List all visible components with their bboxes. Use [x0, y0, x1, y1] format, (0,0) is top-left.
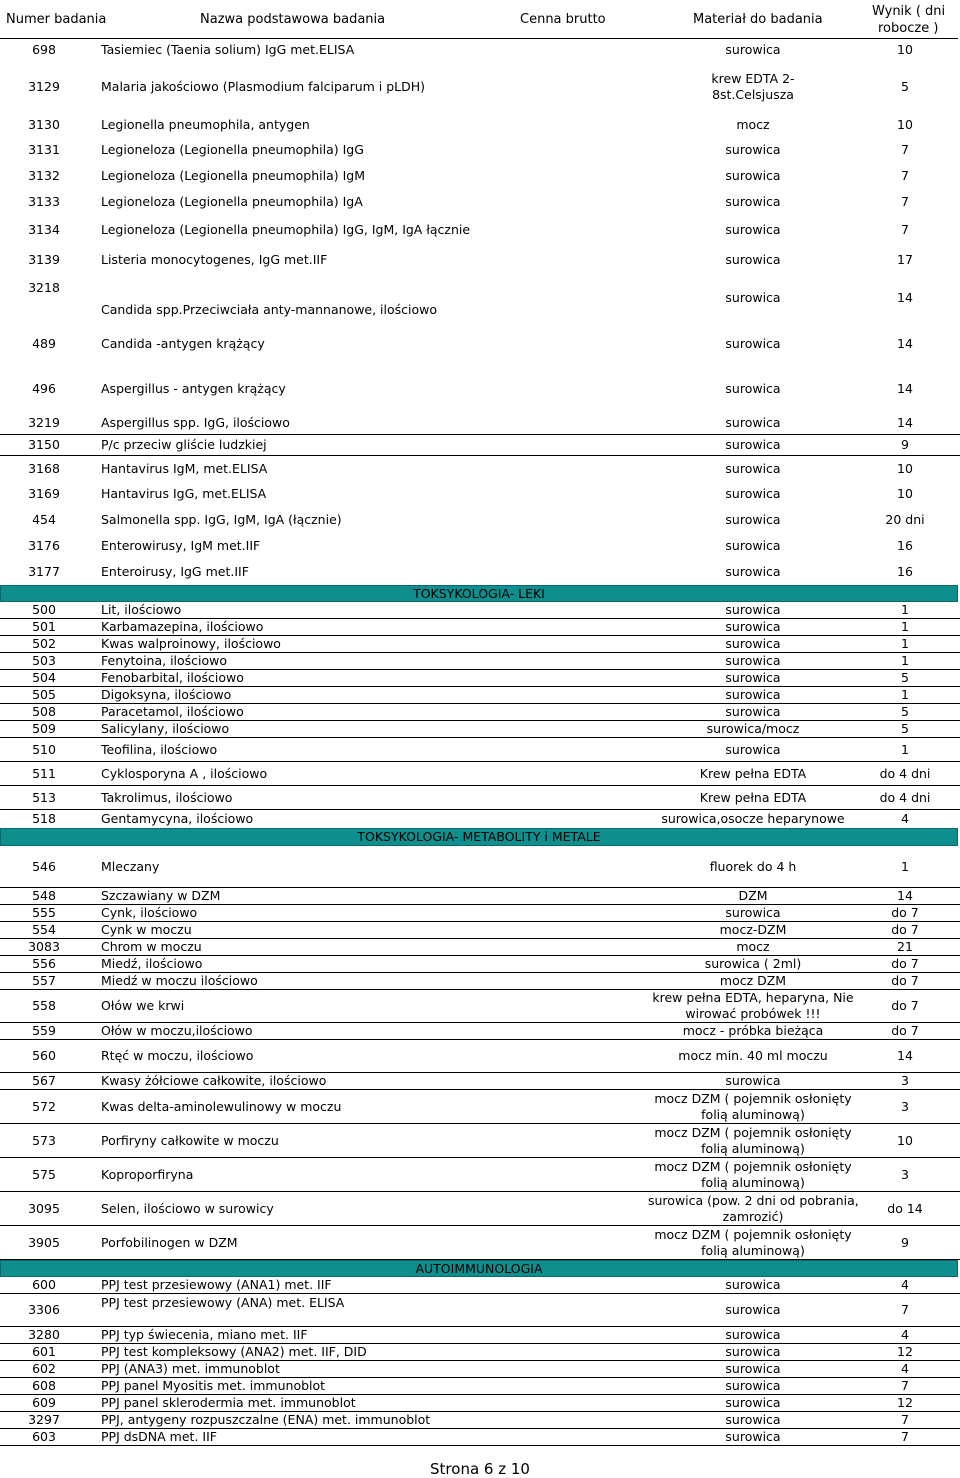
table-row: [0, 762, 960, 786]
table-row: [0, 39, 960, 61]
table-row: [0, 905, 960, 922]
test-name: PPJ test przesiewowy (ANA) met. ELISA: [101, 1295, 345, 1310]
result-days: 7: [901, 168, 909, 183]
table-row: [0, 888, 960, 905]
test-name: Legionella pneumophila, antygen: [101, 117, 310, 132]
sample-material: mocz DZM ( pojemnik osłonięty: [654, 1091, 852, 1106]
result-days: 4: [901, 1277, 909, 1292]
result-days: 14: [897, 381, 913, 396]
test-number: 609: [32, 1395, 56, 1410]
table-row: [0, 113, 960, 137]
result-days: 1: [901, 602, 909, 617]
result-days: 1: [901, 636, 909, 651]
test-name: Szczawiany w DZM: [101, 888, 221, 903]
table-row: [0, 559, 960, 585]
table-row: [0, 456, 960, 481]
sample-material: surowica: [725, 636, 781, 651]
table-row: [0, 1073, 960, 1090]
sample-material: surowica: [725, 1429, 781, 1444]
sample-material: surowica: [725, 381, 781, 396]
sample-material: surowica: [725, 512, 781, 527]
sample-material: surowica: [725, 290, 781, 305]
table-row: [0, 1192, 960, 1226]
test-name: Kwas delta-aminolewulinowy w moczu: [101, 1099, 342, 1114]
header-col-result-line1: Wynik ( dni: [872, 4, 946, 19]
table-row: [0, 1412, 960, 1429]
table-row: [0, 939, 960, 956]
sample-material: surowica: [725, 142, 781, 157]
sample-material: surowica: [725, 602, 781, 617]
result-days: 1: [901, 687, 909, 702]
test-name: Koproporfiryna: [101, 1167, 194, 1182]
sample-material: DZM: [738, 888, 768, 903]
test-name: Miedź, ilościowo: [101, 956, 203, 971]
header-col-material: Materiał do badania: [693, 12, 823, 27]
sample-material: mocz DZM ( pojemnik osłonięty: [654, 1227, 852, 1242]
test-name: Aspergillus - antygen krążący: [101, 381, 286, 396]
test-number: 575: [32, 1167, 56, 1182]
table-row: [0, 956, 960, 973]
test-number: 601: [32, 1344, 56, 1359]
sample-material: surowica: [725, 1302, 781, 1317]
result-days: do 4 dni: [879, 790, 931, 805]
sample-material-line2: folią aluminową): [701, 1243, 805, 1258]
result-days: 21: [897, 939, 913, 954]
test-number: 556: [32, 956, 56, 971]
table-row: [0, 1226, 960, 1260]
table-row: [0, 61, 960, 113]
sample-material: krew EDTA 2-: [711, 71, 795, 86]
test-number: 3905: [28, 1235, 60, 1250]
test-name: P/c przeciw gliście ludzkiej: [101, 437, 267, 452]
test-number: 513: [32, 790, 56, 805]
sample-material-line2: wirować probówek !!!: [685, 1006, 821, 1021]
test-number: 608: [32, 1378, 56, 1393]
result-days: 3: [901, 1167, 909, 1182]
test-number: 3219: [28, 415, 60, 430]
result-days: 7: [901, 1412, 909, 1427]
sample-material: mocz-DZM: [719, 922, 787, 937]
test-name: PPJ typ świecenia, miano met. IIF: [101, 1327, 308, 1342]
test-name: Karbamazepina, ilościowo: [101, 619, 264, 634]
test-number: 508: [32, 704, 56, 719]
table-body: [0, 39, 960, 1446]
test-name: PPJ, antygeny rozpuszczalne (ENA) met. immunoblot: [101, 1412, 431, 1427]
sample-material: surowica: [725, 252, 781, 267]
section-header: TOKSYKOLOGIA- METABOLITY i METALE: [0, 828, 958, 846]
result-days: 10: [897, 117, 913, 132]
sample-material: surowica ( 2ml): [704, 956, 802, 971]
test-name: Cyklosporyna A , ilościowo: [101, 766, 268, 781]
test-number: 3134: [28, 222, 60, 237]
sample-material: surowica: [725, 1073, 781, 1088]
sample-material-line2: folią aluminową): [701, 1175, 805, 1190]
test-number: 548: [32, 888, 56, 903]
sample-material: surowica: [725, 538, 781, 553]
header-col-number: Numer badania: [6, 12, 107, 27]
test-number: 3177: [28, 564, 60, 579]
result-days: 12: [897, 1395, 913, 1410]
result-days: 3: [901, 1099, 909, 1114]
test-name: Porfobilinogen w DZM: [101, 1235, 238, 1250]
test-name: PPJ (ANA3) met. immunoblot: [101, 1361, 280, 1376]
test-name: Enterowirusy, IgM met.IIF: [101, 538, 261, 553]
table-row: [0, 721, 960, 738]
result-days: do 4 dni: [879, 766, 931, 781]
sample-material: surowica: [725, 1395, 781, 1410]
table-row: [0, 619, 960, 636]
test-number: 3176: [28, 538, 60, 553]
test-name: Fenytoina, ilościowo: [101, 653, 228, 668]
sample-material: mocz - próbka bieżąca: [682, 1023, 824, 1038]
table-row: [0, 670, 960, 687]
header-col-name: Nazwa podstawowa badania: [200, 12, 386, 27]
test-name: PPJ panel sklerodermia met. immunoblot: [101, 1395, 356, 1410]
test-name: Mleczany: [101, 859, 160, 874]
result-days: 5: [901, 721, 909, 736]
test-number: 559: [32, 1023, 56, 1038]
result-days: 16: [897, 538, 913, 553]
table-row: [0, 1158, 960, 1192]
sample-material: surowica: [725, 742, 781, 757]
test-number: 3131: [28, 142, 60, 157]
result-days: 7: [901, 142, 909, 157]
test-number: 510: [32, 742, 56, 757]
sample-material: surowica: [725, 905, 781, 920]
test-name: Legioneloza (Legionella pneumophila) IgA: [101, 194, 363, 209]
sample-material: mocz min. 40 ml moczu: [678, 1048, 828, 1063]
table-row: [0, 1344, 960, 1361]
result-days: 5: [901, 704, 909, 719]
table-row: [0, 687, 960, 704]
table-row: [0, 533, 960, 559]
table-row: [0, 1040, 960, 1073]
test-name: Candida spp.Przeciwciała anty-mannanowe, ilościowo: [101, 302, 438, 317]
test-name: Legioneloza (Legionella pneumophila) IgM: [101, 168, 365, 183]
result-days: 14: [897, 888, 913, 903]
test-name: Kwas walproinowy, ilościowo: [101, 636, 281, 651]
table-row: [0, 163, 960, 189]
test-number: 572: [32, 1099, 56, 1114]
test-name: Tasiemiec (Taenia solium) IgG met.ELISA: [101, 42, 355, 57]
test-number: 3168: [28, 461, 60, 476]
result-days: 14: [897, 1048, 913, 1063]
result-days: 4: [901, 1361, 909, 1376]
table-row: [0, 1277, 960, 1294]
sample-material-line2: folią aluminową): [701, 1107, 805, 1122]
test-number: 496: [32, 381, 56, 396]
test-number: 573: [32, 1133, 56, 1148]
result-days: 10: [897, 42, 913, 57]
sample-material: surowica: [725, 564, 781, 579]
test-number: 3150: [28, 437, 60, 452]
result-days: 1: [901, 859, 909, 874]
sample-material: surowica,osocze heparynowe: [661, 811, 845, 826]
table-row: [0, 189, 960, 215]
test-name: Listeria monocytogenes, IgG met.IIF: [101, 252, 328, 267]
result-days: 4: [901, 1327, 909, 1342]
test-number: 3139: [28, 252, 60, 267]
table-row: [0, 1023, 960, 1040]
test-number: 3280: [28, 1327, 60, 1342]
table-row: [0, 481, 960, 507]
test-number: 3130: [28, 117, 60, 132]
result-days: 5: [901, 79, 909, 94]
result-days: 14: [897, 290, 913, 305]
test-number: 454: [32, 512, 56, 527]
sample-material: surowica/mocz: [706, 721, 800, 736]
test-name: Cynk w moczu: [101, 922, 192, 937]
test-number: 567: [32, 1073, 56, 1088]
test-name: Porfiryny całkowite w moczu: [101, 1133, 279, 1148]
test-name: Kwasy żółciowe całkowite, ilościowo: [101, 1073, 327, 1088]
result-days: 12: [897, 1344, 913, 1359]
test-number: 502: [32, 636, 56, 651]
table-row: [0, 1361, 960, 1378]
test-name: Salicylany, ilościowo: [101, 721, 230, 736]
result-days: 16: [897, 564, 913, 579]
result-days: 5: [901, 670, 909, 685]
test-number: 504: [32, 670, 56, 685]
result-days: do 7: [891, 998, 919, 1013]
sample-material: surowica: [725, 1361, 781, 1376]
test-number: 3297: [28, 1412, 60, 1427]
test-name: PPJ panel Myositis met. immunoblot: [101, 1378, 326, 1393]
test-number: 511: [32, 766, 56, 781]
sample-material: surowica: [725, 486, 781, 501]
table-row: [0, 1294, 960, 1327]
sample-material-line2: folią aluminową): [701, 1141, 805, 1156]
sample-material: mocz DZM: [719, 973, 787, 988]
test-number: 554: [32, 922, 56, 937]
sample-material: surowica: [725, 194, 781, 209]
sample-material: surowica: [725, 1344, 781, 1359]
sample-material: surowica: [725, 168, 781, 183]
test-name: Digoksyna, ilościowo: [101, 687, 232, 702]
test-number: 3132: [28, 168, 60, 183]
result-days: 20 dni: [885, 512, 925, 527]
test-name: Hantavirus IgM, met.ELISA: [101, 461, 268, 476]
test-number: 557: [32, 973, 56, 988]
table-row: [0, 846, 960, 888]
sample-material: surowica: [725, 42, 781, 57]
section-header: AUTOIMMUNOLOGIA: [0, 1260, 958, 1277]
sample-material: mocz DZM ( pojemnik osłonięty: [654, 1159, 852, 1174]
sample-material: mocz DZM ( pojemnik osłonięty: [654, 1125, 852, 1140]
header-col-price: Cenna brutto: [520, 12, 606, 27]
test-number: 3095: [28, 1201, 60, 1216]
sample-material: surowica: [725, 1378, 781, 1393]
test-name: Selen, ilościowo w surowicy: [101, 1201, 274, 1216]
test-number: 509: [32, 721, 56, 736]
table-row: [0, 922, 960, 939]
test-name: Cynk, ilościowo: [101, 905, 198, 920]
result-days: 10: [897, 461, 913, 476]
test-number: 500: [32, 602, 56, 617]
test-number: 505: [32, 687, 56, 702]
result-days: 14: [897, 415, 913, 430]
result-days: 9: [901, 1235, 909, 1250]
test-number: 3169: [28, 486, 60, 501]
result-days: 1: [901, 653, 909, 668]
result-days: 7: [901, 1429, 909, 1444]
test-name: Legioneloza (Legionella pneumophila) IgG, IgM, IgA łącznie: [101, 222, 471, 237]
sample-material: surowica: [725, 704, 781, 719]
test-name: Teofilina, ilościowo: [101, 742, 218, 757]
test-number: 489: [32, 336, 56, 351]
test-number: 555: [32, 905, 56, 920]
test-name: Malaria jakościowo (Plasmodium falciparum i pLDH): [101, 79, 426, 94]
sample-material: krew pełna EDTA, heparyna, Nie: [652, 990, 854, 1005]
test-name: Paracetamol, ilościowo: [101, 704, 244, 719]
sample-material-line2: 8st.Celsjusza: [712, 87, 794, 102]
test-name: Ołów w moczu,ilościowo: [101, 1023, 253, 1038]
result-days: 7: [901, 194, 909, 209]
result-days: do 7: [891, 1023, 919, 1038]
test-number: 560: [32, 1048, 56, 1063]
result-days: 7: [901, 222, 909, 237]
test-name: Rtęć w moczu, ilościowo: [101, 1048, 254, 1063]
result-days: 7: [901, 1302, 909, 1317]
table-row: [0, 321, 960, 366]
table-row: [0, 366, 960, 412]
test-name: PPJ dsDNA met. IIF: [101, 1429, 217, 1444]
table-row: [0, 1378, 960, 1395]
test-number: 600: [32, 1277, 56, 1292]
test-number: 3129: [28, 79, 60, 94]
sample-material: surowica (pow. 2 dni od pobrania,: [648, 1193, 859, 1208]
test-number: 503: [32, 653, 56, 668]
sample-material: surowica: [725, 619, 781, 634]
table-row: [0, 786, 960, 810]
sample-material: surowica: [725, 415, 781, 430]
sample-material: surowica: [725, 687, 781, 702]
test-name: Ołów we krwi: [101, 998, 185, 1013]
table-row: [0, 636, 960, 653]
test-number: 3306: [28, 1302, 60, 1317]
table-row: [0, 973, 960, 990]
sample-material: mocz: [736, 117, 770, 132]
table-row: [0, 1124, 960, 1158]
sample-material: surowica: [725, 653, 781, 668]
result-days: do 7: [891, 973, 919, 988]
test-number: 3218: [28, 280, 60, 295]
sample-material: surowica: [725, 1412, 781, 1427]
test-number: 602: [32, 1361, 56, 1376]
result-days: do 7: [891, 956, 919, 971]
table-row: [0, 602, 960, 619]
table-row: [0, 810, 960, 828]
sample-material: surowica: [725, 461, 781, 476]
sample-material: fluorek do 4 h: [709, 859, 797, 874]
table-row: [0, 1090, 960, 1124]
table-row: [0, 653, 960, 670]
table-header: [0, 0, 958, 39]
result-days: 3: [901, 1073, 909, 1088]
test-name: Gentamycyna, ilościowo: [101, 811, 254, 826]
table-row: [0, 435, 960, 456]
test-number: 558: [32, 998, 56, 1013]
test-name: Salmonella spp. IgG, IgM, IgA (łącznie): [101, 512, 342, 527]
sample-material: surowica: [725, 1277, 781, 1292]
result-days: 17: [897, 252, 913, 267]
test-name: Lit, ilościowo: [101, 602, 182, 617]
test-number: 603: [32, 1429, 56, 1444]
test-number: 3133: [28, 194, 60, 209]
result-days: 1: [901, 619, 909, 634]
result-days: 10: [897, 1133, 913, 1148]
test-number: 546: [32, 859, 56, 874]
table-row: [0, 1429, 960, 1446]
table-row: [0, 704, 960, 721]
table-row: [0, 738, 960, 762]
test-name: PPJ test przesiewowy (ANA1) met. IIF: [101, 1277, 332, 1292]
table-row: [0, 412, 960, 435]
test-number: 518: [32, 811, 56, 826]
test-name: Chrom w moczu: [101, 939, 202, 954]
result-days: do 7: [891, 905, 919, 920]
page-footer: Strona 6 z 10: [430, 1460, 530, 1478]
sample-material: surowica: [725, 437, 781, 452]
test-name: Takrolimus, ilościowo: [101, 790, 233, 805]
table-row: [0, 215, 960, 245]
sample-material: Krew pełna EDTA: [699, 766, 807, 781]
table-row: [0, 137, 960, 163]
table-row: [0, 1395, 960, 1412]
result-days: 14: [897, 336, 913, 351]
result-days: 7: [901, 1378, 909, 1393]
test-name: Hantavirus IgG, met.ELISA: [101, 486, 267, 501]
test-name: Legioneloza (Legionella pneumophila) IgG: [101, 142, 364, 157]
result-days: 9: [901, 437, 909, 452]
test-name: Aspergillus spp. IgG, ilościowo: [101, 415, 290, 430]
test-number: 3083: [28, 939, 60, 954]
test-name: Miedź w moczu ilościowo: [101, 973, 258, 988]
test-number: 501: [32, 619, 56, 634]
result-days: do 14: [887, 1201, 923, 1216]
result-days: 1: [901, 742, 909, 757]
test-name: Candida -antygen krążący: [101, 336, 265, 351]
section-header: TOKSYKOLOGIA- LEKI: [0, 585, 958, 602]
test-name: PPJ test kompleksowy (ANA2) met. IIF, DID: [101, 1344, 367, 1359]
sample-material: surowica: [725, 222, 781, 237]
result-days: do 7: [891, 922, 919, 937]
test-name: Enteroirusy, IgG met.IIF: [101, 564, 249, 579]
sample-material: surowica: [725, 1327, 781, 1342]
sample-material: surowica: [725, 670, 781, 685]
sample-material: Krew pełna EDTA: [699, 790, 807, 805]
sample-material: mocz: [736, 939, 770, 954]
header-col-result-line2: robocze ): [878, 21, 939, 36]
table-row: [0, 990, 960, 1023]
sample-material-line2: zamrozić): [722, 1209, 784, 1224]
table-row: [0, 245, 960, 275]
table-row: [0, 1327, 960, 1344]
test-name: Fenobarbital, ilościowo: [101, 670, 244, 685]
result-days: 10: [897, 486, 913, 501]
test-number: 698: [32, 42, 56, 57]
table-row: [0, 507, 960, 533]
table-row: [0, 275, 960, 321]
sample-material: surowica: [725, 336, 781, 351]
result-days: 4: [901, 811, 909, 826]
